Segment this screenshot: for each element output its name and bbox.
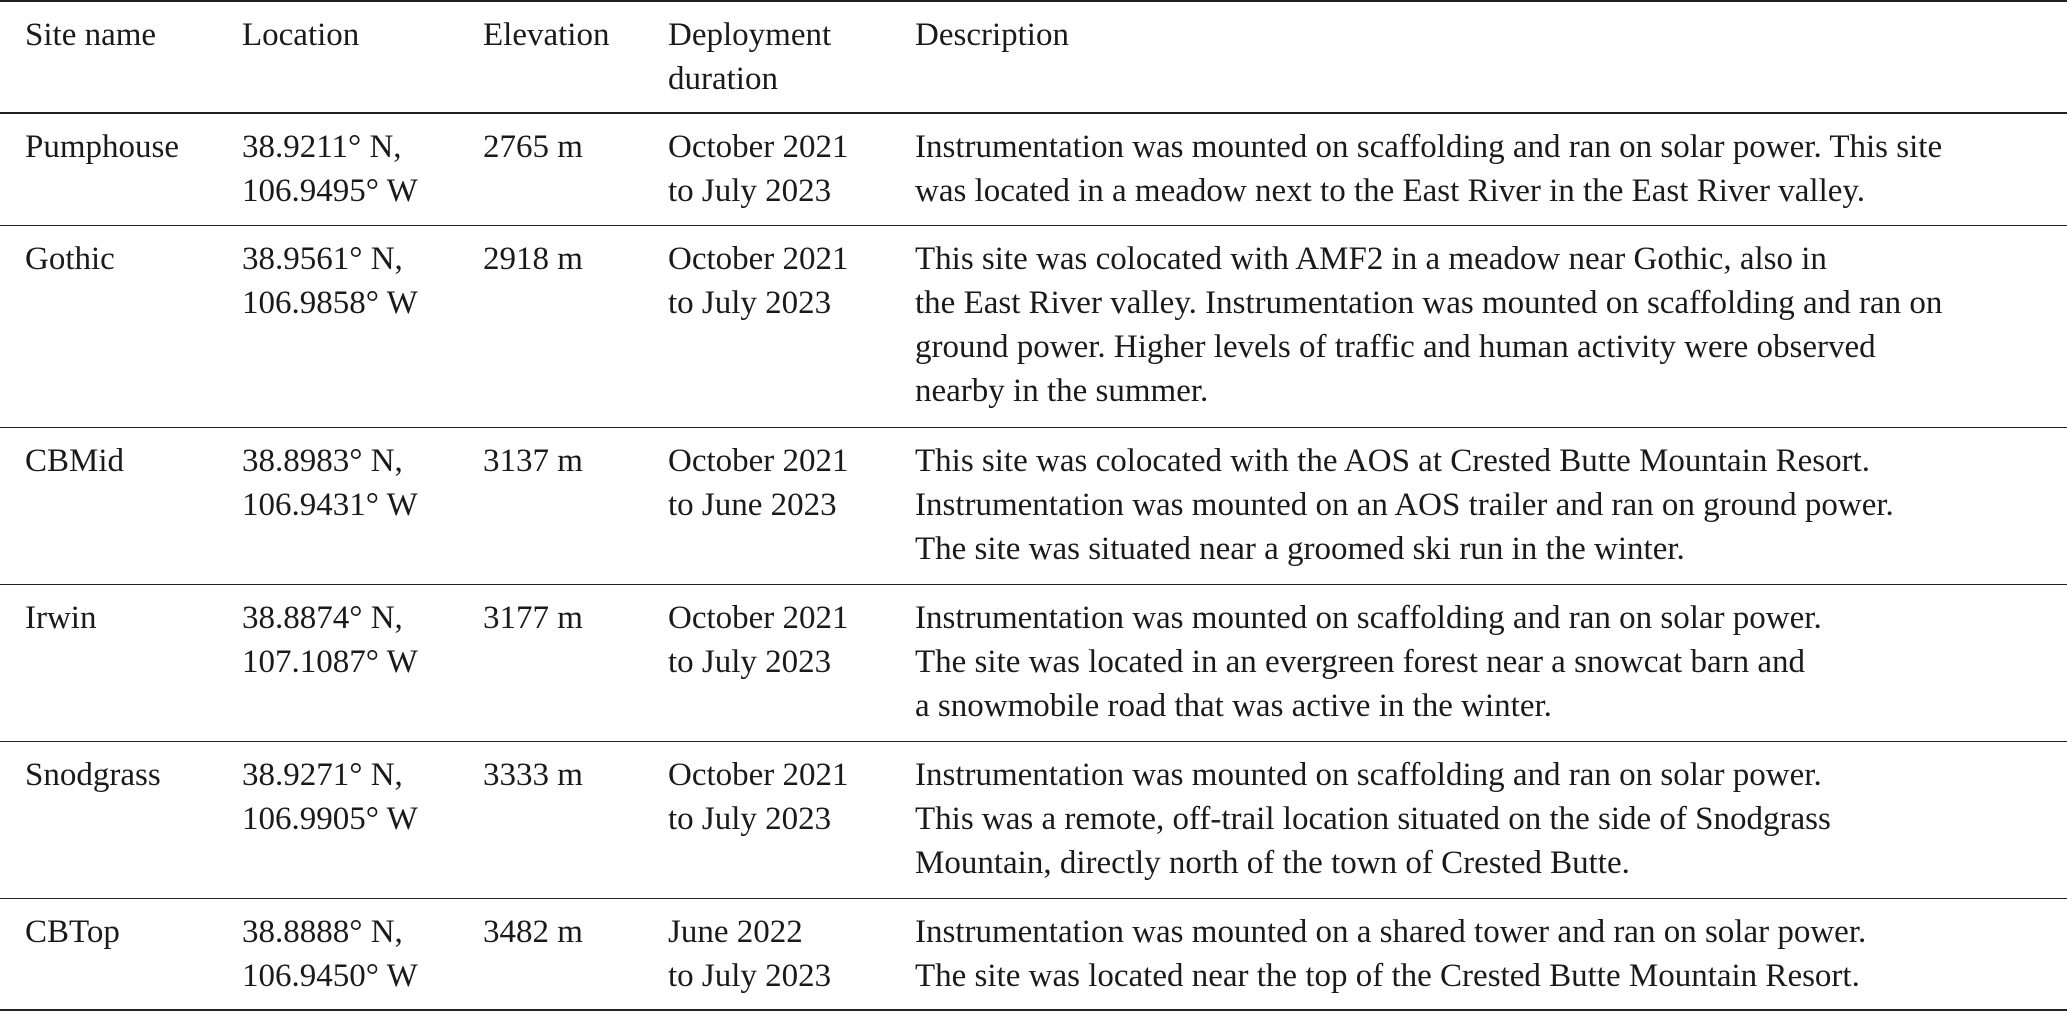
cell-site-name: Snodgrass [25,756,161,793]
cell-longitude: 107.1087° W [242,643,418,680]
header-description: Description [915,17,1069,53]
cell-description [915,584,2067,741]
table-row [0,225,2067,427]
description-line: a snowmobile road that was active in the winter. [915,687,1552,724]
cell-latitude: 38.8983° N, [242,442,403,479]
cell-longitude: 106.9495° W [242,173,418,209]
description-line: was located in a meadow next to the East River in the East River valley. [915,173,1865,209]
cell-latitude: 38.8874° N, [242,599,403,636]
cell-elevation: 3177 m [483,599,583,636]
description-line: Instrumentation was mounted on a shared tower and ran on solar power. [915,913,1867,950]
header-deployment-line-2: duration [668,61,778,97]
cell-latitude: 38.9211° N, [242,129,402,165]
cell-location [242,427,483,584]
cell-longitude: 106.9431° W [242,486,418,523]
description-line: the East River valley. Instrumentation was mounted on scaffolding and ran on [915,284,1943,321]
cell-deployment [668,113,915,225]
cell-deployment-start: October 2021 [668,129,849,165]
cell-description [915,113,2067,225]
cell-description [915,898,2067,1010]
cell-location [242,741,483,898]
table-header [0,1,2067,113]
cell-deployment-start: October 2021 [668,240,849,277]
header-row [0,1,2067,113]
cell-deployment [668,741,915,898]
cell-latitude: 38.9271° N, [242,756,403,793]
cell-longitude: 106.9858° W [242,284,418,321]
cell-site-name: CBTop [25,913,120,950]
cell-latitude: 38.8888° N, [242,913,403,950]
cell-deployment [668,898,915,1010]
cell-elevation: 3482 m [483,913,583,950]
description-line: nearby in the summer. [915,372,1209,409]
cell-elevation: 3137 m [483,442,583,479]
cell-location [242,113,483,225]
description-line: ground power. Higher levels of traffic and human activity were observed [915,328,1876,365]
cell-description [915,427,2067,584]
table-body [0,113,2067,1010]
header-deployment-duration [668,1,915,113]
cell-deployment [668,584,915,741]
table-row [0,427,2067,584]
cell-deployment-end: to July 2023 [668,800,832,837]
cell-site-name: Pumphouse [25,129,180,165]
table-row [0,898,2067,1010]
cell-site-name: CBMid [25,442,125,479]
cell-deployment-start: October 2021 [668,756,849,793]
cell-deployment-start: October 2021 [668,442,849,479]
header-deployment-line-1: Deployment [668,17,832,53]
description-line: The site was located in an evergreen forest near a snowcat barn and [915,643,1806,680]
cell-description [915,225,2067,427]
description-line: Instrumentation was mounted on scaffolding and ran on solar power. This site [915,129,1943,165]
description-line: This was a remote, off-trail location situated on the side of Snodgrass [915,800,1831,837]
table-row [0,741,2067,898]
cell-latitude: 38.9561° N, [242,240,403,277]
header-site-name: Site name [25,17,157,53]
cell-elevation: 3333 m [483,756,583,793]
description-line: The site was situated near a groomed ski run in the winter. [915,530,1685,567]
header-elevation: Elevation [483,17,610,53]
cell-elevation: 2765 m [483,129,583,165]
cell-deployment-end: to July 2023 [668,173,832,209]
description-line: This site was colocated with the AOS at Crested Butte Mountain Resort. [915,442,1871,479]
table-row [0,113,2067,225]
description-line: Instrumentation was mounted on scaffolding and ran on solar power. [915,599,1822,636]
description-line: Instrumentation was mounted on scaffolding and ran on solar power. [915,756,1822,793]
cell-location [242,584,483,741]
cell-deployment-end: to July 2023 [668,284,832,321]
cell-site-name: Gothic [25,240,115,277]
cell-deployment-start: October 2021 [668,599,849,636]
cell-site-name: Irwin [25,599,97,636]
cell-deployment-start: June 2022 [668,913,803,950]
cell-deployment-end: to July 2023 [668,643,832,680]
description-line: Instrumentation was mounted on an AOS trailer and ran on ground power. [915,486,1894,523]
cell-deployment [668,225,915,427]
cell-longitude: 106.9905° W [242,800,418,837]
cell-location [242,898,483,1010]
cell-deployment-end: to July 2023 [668,957,832,994]
cell-deployment [668,427,915,584]
cell-longitude: 106.9450° W [242,957,418,994]
cell-location [242,225,483,427]
cell-elevation: 2918 m [483,240,583,277]
description-line: This site was colocated with AMF2 in a meadow near Gothic, also in [915,240,1827,277]
description-line: Mountain, directly north of the town of Crested Butte. [915,844,1630,881]
cell-deployment-end: to June 2023 [668,486,837,523]
description-line: The site was located near the top of the Crested Butte Mountain Resort. [915,957,1860,994]
table-row [0,584,2067,741]
header-location: Location [242,17,360,53]
cell-description [915,741,2067,898]
